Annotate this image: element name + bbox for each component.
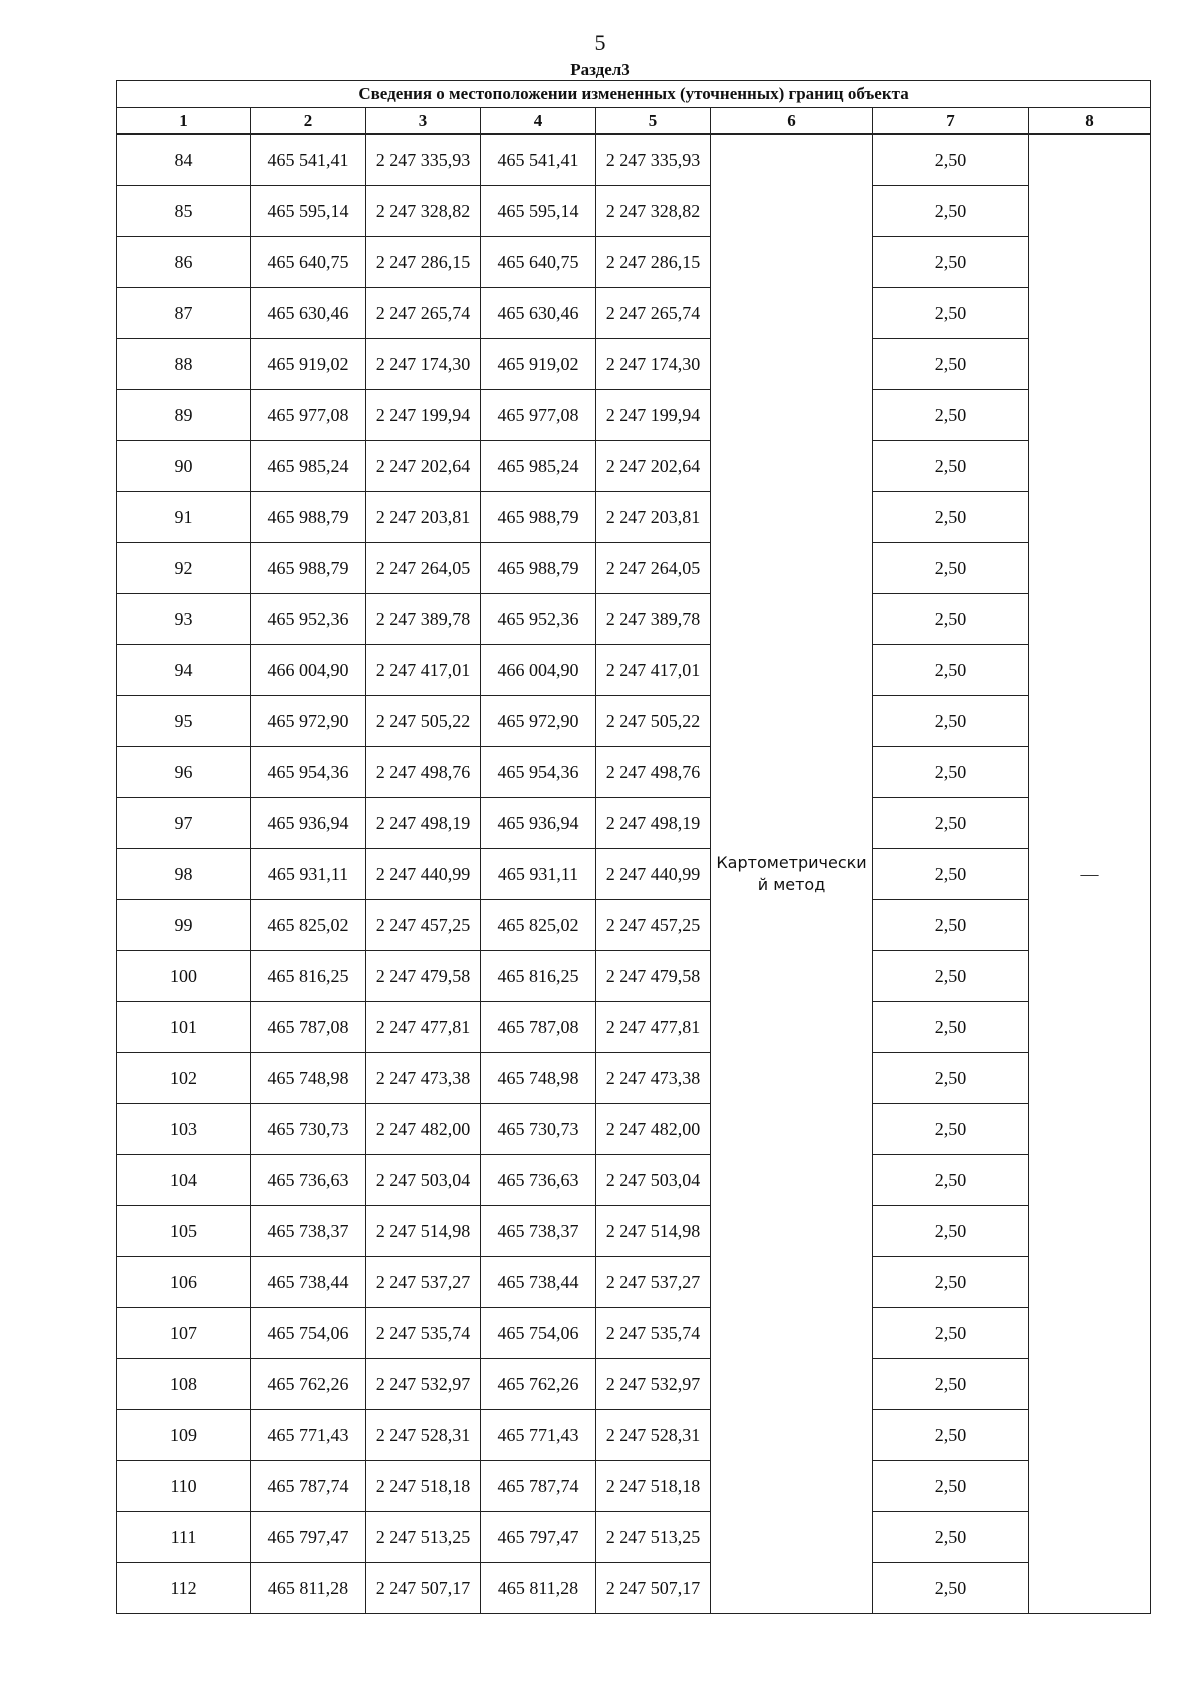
table-caption: Сведения о местоположении измененных (уточненных) границ объекта [117,81,1151,108]
y-existing-cell: 2 247 417,01 [366,645,481,696]
y-existing-cell: 2 247 514,98 [366,1206,481,1257]
x-refined-cell: 465 931,11 [481,849,596,900]
y-existing-cell: 2 247 532,97 [366,1359,481,1410]
x-existing-cell: 465 595,14 [251,186,366,237]
y-existing-cell: 2 247 518,18 [366,1461,481,1512]
accuracy-cell: 2,50 [873,696,1029,747]
table-row [117,339,1151,390]
point-number-cell: 101 [117,1002,251,1053]
y-refined-cell: 2 247 513,25 [596,1512,711,1563]
point-number-cell: 106 [117,1257,251,1308]
accuracy-cell: 2,50 [873,1308,1029,1359]
x-existing-cell: 465 640,75 [251,237,366,288]
x-existing-cell: 465 787,74 [251,1461,366,1512]
x-refined-cell: 465 754,06 [481,1308,596,1359]
accuracy-cell: 2,50 [873,1512,1029,1563]
note-cell: — [1029,134,1151,1614]
y-existing-cell: 2 247 328,82 [366,186,481,237]
table-row [117,1002,1151,1053]
accuracy-cell: 2,50 [873,1104,1029,1155]
point-number-cell: 99 [117,900,251,951]
column-number-8: 8 [1029,108,1151,135]
y-refined-cell: 2 247 537,27 [596,1257,711,1308]
y-existing-cell: 2 247 477,81 [366,1002,481,1053]
table-row [117,1155,1151,1206]
x-refined-cell: 465 972,90 [481,696,596,747]
y-existing-cell: 2 247 440,99 [366,849,481,900]
y-existing-cell: 2 247 203,81 [366,492,481,543]
accuracy-cell: 2,50 [873,1410,1029,1461]
y-existing-cell: 2 247 498,76 [366,747,481,798]
accuracy-cell: 2,50 [873,1461,1029,1512]
y-existing-cell: 2 247 505,22 [366,696,481,747]
accuracy-cell: 2,50 [873,798,1029,849]
table-row [117,288,1151,339]
table-row [117,849,1151,900]
point-number-cell: 107 [117,1308,251,1359]
y-existing-cell: 2 247 479,58 [366,951,481,1002]
accuracy-cell: 2,50 [873,849,1029,900]
y-refined-cell: 2 247 532,97 [596,1359,711,1410]
x-refined-cell: 465 919,02 [481,339,596,390]
x-existing-cell: 465 738,37 [251,1206,366,1257]
y-existing-cell: 2 247 286,15 [366,237,481,288]
y-refined-cell: 2 247 507,17 [596,1563,711,1614]
point-number-cell: 102 [117,1053,251,1104]
y-refined-cell: 2 247 417,01 [596,645,711,696]
x-existing-cell: 465 936,94 [251,798,366,849]
table-row [117,1512,1151,1563]
accuracy-cell: 2,50 [873,441,1029,492]
accuracy-cell: 2,50 [873,1002,1029,1053]
y-refined-cell: 2 247 528,31 [596,1410,711,1461]
y-existing-cell: 2 247 498,19 [366,798,481,849]
y-refined-cell: 2 247 505,22 [596,696,711,747]
table-row [117,1053,1151,1104]
column-number-1: 1 [117,108,251,135]
point-number-cell: 103 [117,1104,251,1155]
accuracy-cell: 2,50 [873,1206,1029,1257]
column-number-5: 5 [596,108,711,135]
table-row [117,1563,1151,1614]
x-existing-cell: 465 748,98 [251,1053,366,1104]
point-number-cell: 85 [117,186,251,237]
point-number-cell: 96 [117,747,251,798]
x-refined-cell: 465 738,44 [481,1257,596,1308]
accuracy-cell: 2,50 [873,747,1029,798]
y-refined-cell: 2 247 479,58 [596,951,711,1002]
y-refined-cell: 2 247 498,76 [596,747,711,798]
y-existing-cell: 2 247 335,93 [366,134,481,186]
column-number-row [117,108,1151,135]
point-number-cell: 97 [117,798,251,849]
accuracy-cell: 2,50 [873,900,1029,951]
accuracy-cell: 2,50 [873,492,1029,543]
column-number-6: 6 [711,108,873,135]
table-row [117,492,1151,543]
table-row [117,798,1151,849]
table-body [117,134,1151,1614]
accuracy-cell: 2,50 [873,390,1029,441]
x-refined-cell: 465 952,36 [481,594,596,645]
y-refined-cell: 2 247 457,25 [596,900,711,951]
x-existing-cell: 465 931,11 [251,849,366,900]
table-row [117,186,1151,237]
y-refined-cell: 2 247 264,05 [596,543,711,594]
x-refined-cell: 465 640,75 [481,237,596,288]
x-refined-cell: 465 787,08 [481,1002,596,1053]
point-number-cell: 91 [117,492,251,543]
y-existing-cell: 2 247 264,05 [366,543,481,594]
x-refined-cell: 465 797,47 [481,1512,596,1563]
y-existing-cell: 2 247 457,25 [366,900,481,951]
y-refined-cell: 2 247 498,19 [596,798,711,849]
point-number-cell: 88 [117,339,251,390]
accuracy-cell: 2,50 [873,543,1029,594]
table-row [117,594,1151,645]
y-existing-cell: 2 247 535,74 [366,1308,481,1359]
page-number: 5 [594,30,606,55]
point-number-cell: 92 [117,543,251,594]
x-existing-cell: 465 816,25 [251,951,366,1002]
table-row [117,237,1151,288]
table-row [117,900,1151,951]
y-existing-cell: 2 247 199,94 [366,390,481,441]
x-existing-cell: 465 825,02 [251,900,366,951]
x-refined-cell: 465 738,37 [481,1206,596,1257]
x-refined-cell: 465 762,26 [481,1359,596,1410]
table-row [117,441,1151,492]
accuracy-cell: 2,50 [873,645,1029,696]
point-number-cell: 87 [117,288,251,339]
y-existing-cell: 2 247 265,74 [366,288,481,339]
x-refined-cell: 465 541,41 [481,134,596,186]
column-number-7: 7 [873,108,1029,135]
x-refined-cell: 465 736,63 [481,1155,596,1206]
y-existing-cell: 2 247 174,30 [366,339,481,390]
table-row [117,1206,1151,1257]
x-refined-cell: 465 630,46 [481,288,596,339]
y-refined-cell: 2 247 286,15 [596,237,711,288]
x-existing-cell: 465 988,79 [251,492,366,543]
accuracy-cell: 2,50 [873,594,1029,645]
column-number-3: 3 [366,108,481,135]
y-existing-cell: 2 247 503,04 [366,1155,481,1206]
x-existing-cell: 465 762,26 [251,1359,366,1410]
table-row [117,1104,1151,1155]
x-existing-cell: 465 736,63 [251,1155,366,1206]
accuracy-cell: 2,50 [873,1563,1029,1614]
point-number-cell: 112 [117,1563,251,1614]
point-number-cell: 94 [117,645,251,696]
x-refined-cell: 465 787,74 [481,1461,596,1512]
point-number-cell: 98 [117,849,251,900]
table-row [117,543,1151,594]
y-refined-cell: 2 247 265,74 [596,288,711,339]
method-cell: Картометрический метод [711,134,873,1614]
table-row [117,747,1151,798]
section-title: Раздел3 [570,60,630,79]
accuracy-cell: 2,50 [873,951,1029,1002]
accuracy-cell: 2,50 [873,339,1029,390]
table-row [117,134,1151,186]
table-row [117,951,1151,1002]
y-refined-cell: 2 247 482,00 [596,1104,711,1155]
x-refined-cell: 466 004,90 [481,645,596,696]
y-existing-cell: 2 247 507,17 [366,1563,481,1614]
table-row [117,1461,1151,1512]
y-refined-cell: 2 247 199,94 [596,390,711,441]
y-refined-cell: 2 247 440,99 [596,849,711,900]
accuracy-cell: 2,50 [873,1257,1029,1308]
point-number-cell: 95 [117,696,251,747]
column-number-2: 2 [251,108,366,135]
x-existing-cell: 465 541,41 [251,134,366,186]
y-refined-cell: 2 247 503,04 [596,1155,711,1206]
x-existing-cell: 465 754,06 [251,1308,366,1359]
y-refined-cell: 2 247 477,81 [596,1002,711,1053]
table-row [117,645,1151,696]
x-existing-cell: 465 787,08 [251,1002,366,1053]
point-number-cell: 93 [117,594,251,645]
y-refined-cell: 2 247 535,74 [596,1308,711,1359]
x-refined-cell: 465 977,08 [481,390,596,441]
point-number-cell: 90 [117,441,251,492]
point-number-cell: 86 [117,237,251,288]
x-existing-cell: 465 771,43 [251,1410,366,1461]
x-existing-cell: 465 952,36 [251,594,366,645]
x-refined-cell: 465 771,43 [481,1410,596,1461]
coordinates-table [116,80,1151,1614]
point-number-cell: 111 [117,1512,251,1563]
x-existing-cell: 465 811,28 [251,1563,366,1614]
y-refined-cell: 2 247 202,64 [596,441,711,492]
x-refined-cell: 465 985,24 [481,441,596,492]
y-refined-cell: 2 247 174,30 [596,339,711,390]
point-number-cell: 84 [117,134,251,186]
y-existing-cell: 2 247 528,31 [366,1410,481,1461]
y-refined-cell: 2 247 389,78 [596,594,711,645]
y-existing-cell: 2 247 513,25 [366,1512,481,1563]
x-refined-cell: 465 988,79 [481,543,596,594]
x-existing-cell: 465 797,47 [251,1512,366,1563]
x-existing-cell: 465 977,08 [251,390,366,441]
y-refined-cell: 2 247 328,82 [596,186,711,237]
x-refined-cell: 465 816,25 [481,951,596,1002]
point-number-cell: 110 [117,1461,251,1512]
table-row [117,390,1151,441]
point-number-cell: 109 [117,1410,251,1461]
table-row [117,1308,1151,1359]
y-refined-cell: 2 247 203,81 [596,492,711,543]
accuracy-cell: 2,50 [873,1053,1029,1104]
accuracy-cell: 2,50 [873,1155,1029,1206]
column-number-4: 4 [481,108,596,135]
accuracy-cell: 2,50 [873,134,1029,186]
x-existing-cell: 465 919,02 [251,339,366,390]
x-refined-cell: 465 748,98 [481,1053,596,1104]
point-number-cell: 105 [117,1206,251,1257]
y-existing-cell: 2 247 202,64 [366,441,481,492]
x-refined-cell: 465 811,28 [481,1563,596,1614]
x-refined-cell: 465 825,02 [481,900,596,951]
point-number-cell: 100 [117,951,251,1002]
x-refined-cell: 465 988,79 [481,492,596,543]
table-row [117,696,1151,747]
accuracy-cell: 2,50 [873,288,1029,339]
y-refined-cell: 2 247 514,98 [596,1206,711,1257]
x-existing-cell: 466 004,90 [251,645,366,696]
point-number-cell: 89 [117,390,251,441]
point-number-cell: 104 [117,1155,251,1206]
accuracy-cell: 2,50 [873,1359,1029,1410]
table-row [117,1359,1151,1410]
x-existing-cell: 465 730,73 [251,1104,366,1155]
y-existing-cell: 2 247 482,00 [366,1104,481,1155]
x-refined-cell: 465 595,14 [481,186,596,237]
x-existing-cell: 465 988,79 [251,543,366,594]
x-existing-cell: 465 972,90 [251,696,366,747]
x-existing-cell: 465 954,36 [251,747,366,798]
x-existing-cell: 465 985,24 [251,441,366,492]
accuracy-cell: 2,50 [873,186,1029,237]
x-refined-cell: 465 954,36 [481,747,596,798]
y-existing-cell: 2 247 389,78 [366,594,481,645]
y-refined-cell: 2 247 518,18 [596,1461,711,1512]
y-existing-cell: 2 247 473,38 [366,1053,481,1104]
y-refined-cell: 2 247 335,93 [596,134,711,186]
point-number-cell: 108 [117,1359,251,1410]
y-refined-cell: 2 247 473,38 [596,1053,711,1104]
x-existing-cell: 465 738,44 [251,1257,366,1308]
table-row [117,1257,1151,1308]
table-row [117,1410,1151,1461]
y-existing-cell: 2 247 537,27 [366,1257,481,1308]
x-refined-cell: 465 730,73 [481,1104,596,1155]
accuracy-cell: 2,50 [873,237,1029,288]
x-refined-cell: 465 936,94 [481,798,596,849]
x-existing-cell: 465 630,46 [251,288,366,339]
